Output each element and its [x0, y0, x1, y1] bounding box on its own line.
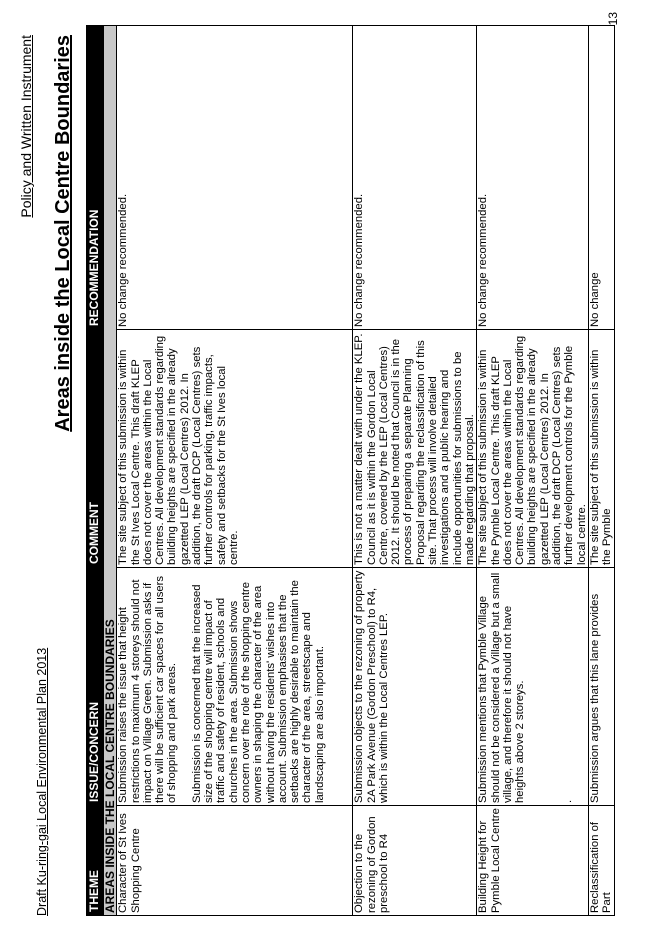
column-header-issue: ISSUE/CONCERN	[87, 568, 104, 806]
section-label: AREAS INSIDE THE LOCAL CENTRE BOUNDARIES	[104, 26, 117, 916]
issue-cell: Submission argues that this lane provides	[588, 568, 614, 806]
issue-paragraph: Submission is concerned that the increased size of the shopping centre will impact of traffic and safety of resident, schools and churches in the area. Submission shows concern over the role of the shopping centre owners in shaping the character of the area without having the residents' wishes into account. Submission emphasises that the setbacks are highly desirable to maintain the character of the area, streetscape and landscaping are also important.	[190, 580, 326, 803]
theme-cell: Reclassification of Part	[588, 806, 614, 916]
recommendation-cell: No change recommended.	[353, 26, 477, 330]
recommendation-cell: No change recommended.	[117, 26, 353, 330]
theme-cell: Character of St Ives Shopping Centre	[117, 806, 353, 916]
table-row	[477, 26, 589, 916]
issue-paragraph: Submission raises the issue that height restrictions to maximum 4 storeys should not impact on Village Green. Submission asks if there will be sufficient car spaces for all users of shopping and park areas.	[117, 575, 179, 803]
column-header-comment: COMMENT	[87, 330, 104, 568]
recommendation-cell: No change	[588, 26, 614, 330]
theme-cell: Building Height for Pymble Local Centre	[477, 806, 589, 916]
issue-cell	[117, 568, 353, 806]
comment-cell: The site subject of this submission is within the Pymble	[588, 330, 614, 568]
column-header-theme: THEME	[87, 806, 104, 916]
document-title: Draft Ku-ring-gai Local Environmental Plan 2013	[35, 647, 49, 916]
section-row	[104, 26, 117, 916]
table-row	[588, 26, 614, 916]
page-number: 13	[606, 12, 620, 26]
section-heading: Areas inside the Local Centre Boundaries	[52, 35, 74, 432]
comment-cell: The site subject of this submission is within the Pymble Local Centre. This draft KLEP does not cover the areas within the Local Centres. All development standards regarding building heights are specified in the already gazetted LEP (Local Centres) 2012. In addition, the draft DCP (Local Centres) sets further development controls for the Pymble local centre.	[477, 330, 589, 568]
comment-cell: This is not a matter dealt with under the KLEP. Council as it is within the Gordon Local Centre, covered by the LEP (Local Centres) 2012. It should be noted that Council is in the process of preparing a separate Planning Proposal regarding the reclassification of this site. That process will involve detailed investigations and a public hearing and include opportunities for submissions to be made regarding that proposal.	[353, 330, 477, 568]
issue-paragraph: Submission mentions that Pymble Village should not be considered a Village but a small village, and therefore it should not have heights above 2 storeys.	[477, 572, 527, 803]
issue-paragraph: .	[562, 799, 575, 803]
theme-cell: Objection to the rezoning of Gordon preschool to R4	[353, 806, 477, 916]
table-row	[117, 26, 353, 916]
comment-cell: The site subject of this submission is within the St Ives Local Centre. This draft KLEP does not cover the areas within the Local Centres. All development standards regarding building heights are specified in the already gazetted LEP (Local Centres) 2012. In addition, the draft DCP (Local Centres) sets further controls for parking, traffic impacts, safety and setbacks for the St Ives local centre.	[117, 330, 353, 568]
issue-cell	[477, 568, 589, 806]
table-header-row	[87, 26, 104, 916]
submissions-table	[86, 25, 615, 916]
instrument-label: Policy and Written Instrument	[18, 35, 34, 218]
column-header-recommendation: RECOMMENDATION	[87, 26, 104, 330]
issue-cell: Submission objects to the rezoning of property 2A Park Avenue (Gordon Preschool) to R4, which is within the Local Centres LEP.	[353, 568, 477, 806]
recommendation-cell: No change recommended.	[477, 26, 589, 330]
table-row	[353, 26, 477, 916]
